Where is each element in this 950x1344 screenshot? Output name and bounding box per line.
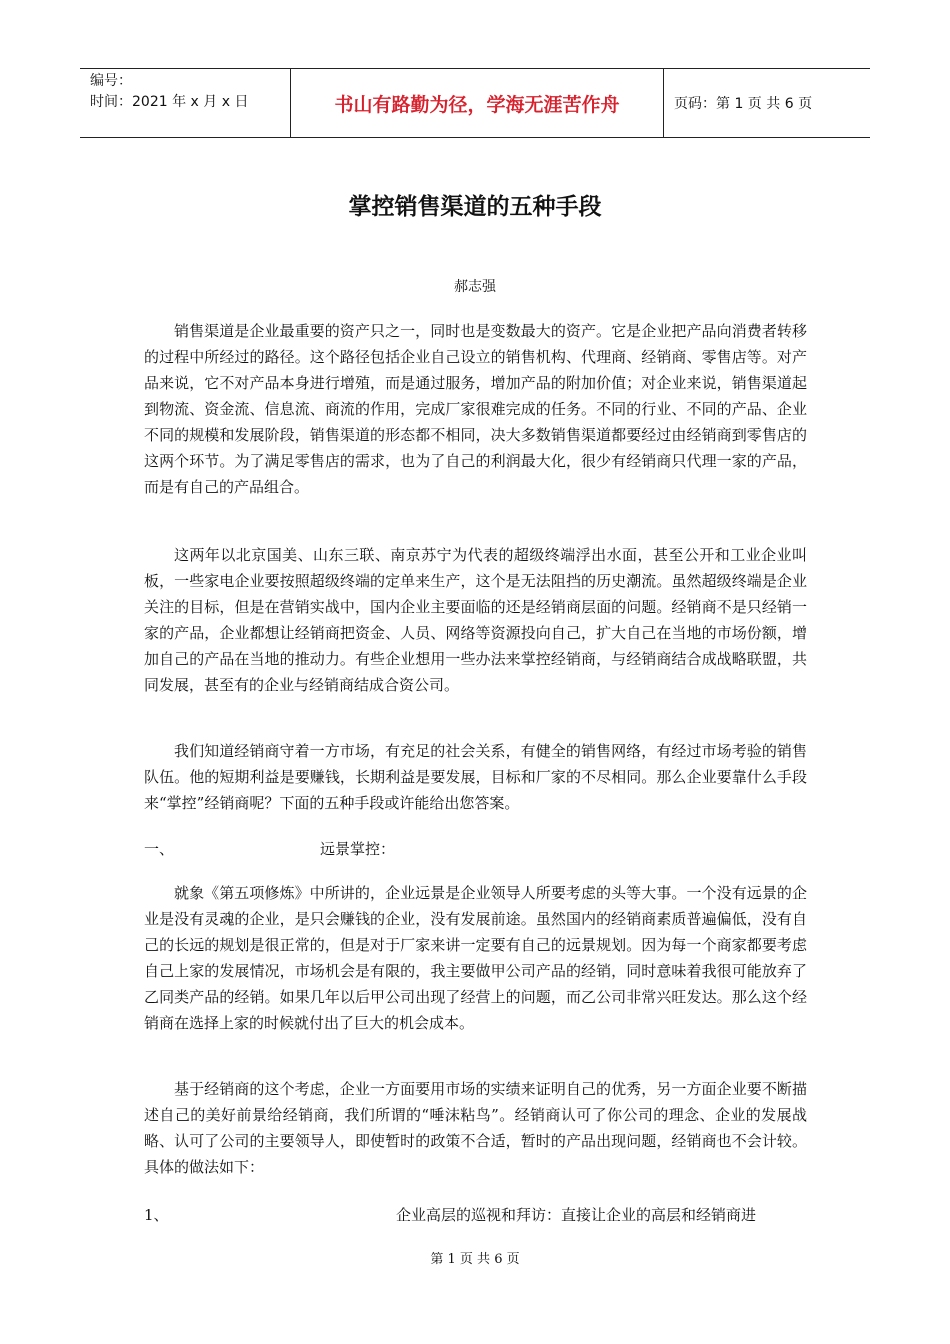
section-number: 一、 (144, 840, 175, 858)
serial-number-label: 编号： (90, 73, 132, 89)
header-table (80, 68, 870, 138)
paragraph-1: 销售渠道是企业最重要的资产只之一，同时也是变数最大的资产。它是企业把产品向消费者转移的过程中所经过的路径。这个路径包括企业自己设立的销售机构、代理商、经销商、零售店等。对产品来说，它不对产品本身进行增殖，而是通过服务，增加产品的附加价值；对企业来说，销售渠道起到物流、资金流、信息流、商流的作用，完成厂家很难完成的任务。不同的行业、不同的产品、企业不同的规模和发展阶段，销售渠道的形态都不相同，决大多数销售渠道都要经过由经销商到零售店的这两个环节。为了满足零售店的需求，也为了自己的利润最大化，很少有经销商只代理一家的产品，而是有自己的产品组合。 (144, 322, 807, 496)
paragraph-3: 我们知道经销商守着一方市场，有充足的社会关系，有健全的销售网络，有经过市场考验的销售队伍。他的短期利益是要赚钱，长期利益是要发展，目标和厂家的不尽相同。那么企业要靠什么手段来“掌控”经销商呢？下面的五种手段或许能给出您答案。 (144, 742, 807, 812)
header-motto: 书山有路勤为径，学海无涯苦作舟 (291, 69, 664, 137)
date-label: 时间：2021 年 x 月 x 日 (90, 94, 249, 110)
author-name: 郝志强 (454, 279, 496, 295)
page-footer: 第 1 页 共 6 页 (430, 1252, 520, 1267)
header-page-number: 页码：第 1 页 共 6 页 (674, 96, 813, 112)
section-heading-1 (144, 836, 807, 862)
list-item-1 (144, 1202, 807, 1228)
paragraph-4: 就象《第五项修炼》中所讲的，企业远景是企业领导人所要考虑的头等大事。一个没有远景的企业是没有灵魂的企业，是只会赚钱的企业，没有发展前途。虽然国内的经销商素质普遍偏低，没有自己的长远的规划是很正常的，但是对于厂家来讲一定要有自己的远景规划。因为每一个商家都要考虑自己上家的发展情况，市场机会是有限的，我主要做甲公司产品的经销，同时意味着我很可能放弃了乙同类产品的经销。如果几年以后甲公司出现了经营上的问题，而乙公司非常兴旺发达。那么这个经销商在选择上家的时候就付出了巨大的机会成本。 (144, 884, 807, 1032)
paragraph-5: 基于经销商的这个考虑，企业一方面要用市场的实绩来证明自己的优秀，另一方面企业要不断描述自己的美好前景给经销商，我们所谓的“唾沫粘鸟”。经销商认可了你公司的理念、企业的发展战略、认可了公司的主要领导人，即使暂时的政策不合适，暂时的产品出现问题，经销商也不会计较。具体的做法如下： (144, 1080, 807, 1176)
list-item-text: 企业高层的巡视和拜访：直接让企业的高层和经销商进 (396, 1206, 757, 1224)
header-meta-cell (80, 69, 291, 137)
paragraph-2: 这两年以北京国美、山东三联、南京苏宁为代表的超级终端浮出水面，甚至公开和工业企业叫板，一些家电企业要按照超级终端的定单来生产，这个是无法阻挡的历史潮流。虽然超级终端是企业关注的目标，但是在营销实战中，国内企业主要面临的还是经销商层面的问题。经销商不是只经销一家的产品，企业都想让经销商把资金、人员、网络等资源投向自己，扩大自己在当地的市场份额，增加自己的产品在当地的推动力。有些企业想用一些办法来掌控经销商，与经销商结合成战略联盟，共同发展，甚至有的企业与经销商结成合资公司。 (144, 546, 807, 694)
document-title: 掌控销售渠道的五种手段 (348, 194, 602, 220)
section-title: 远景掌控： (320, 840, 396, 858)
list-item-number: 1、 (144, 1206, 169, 1224)
